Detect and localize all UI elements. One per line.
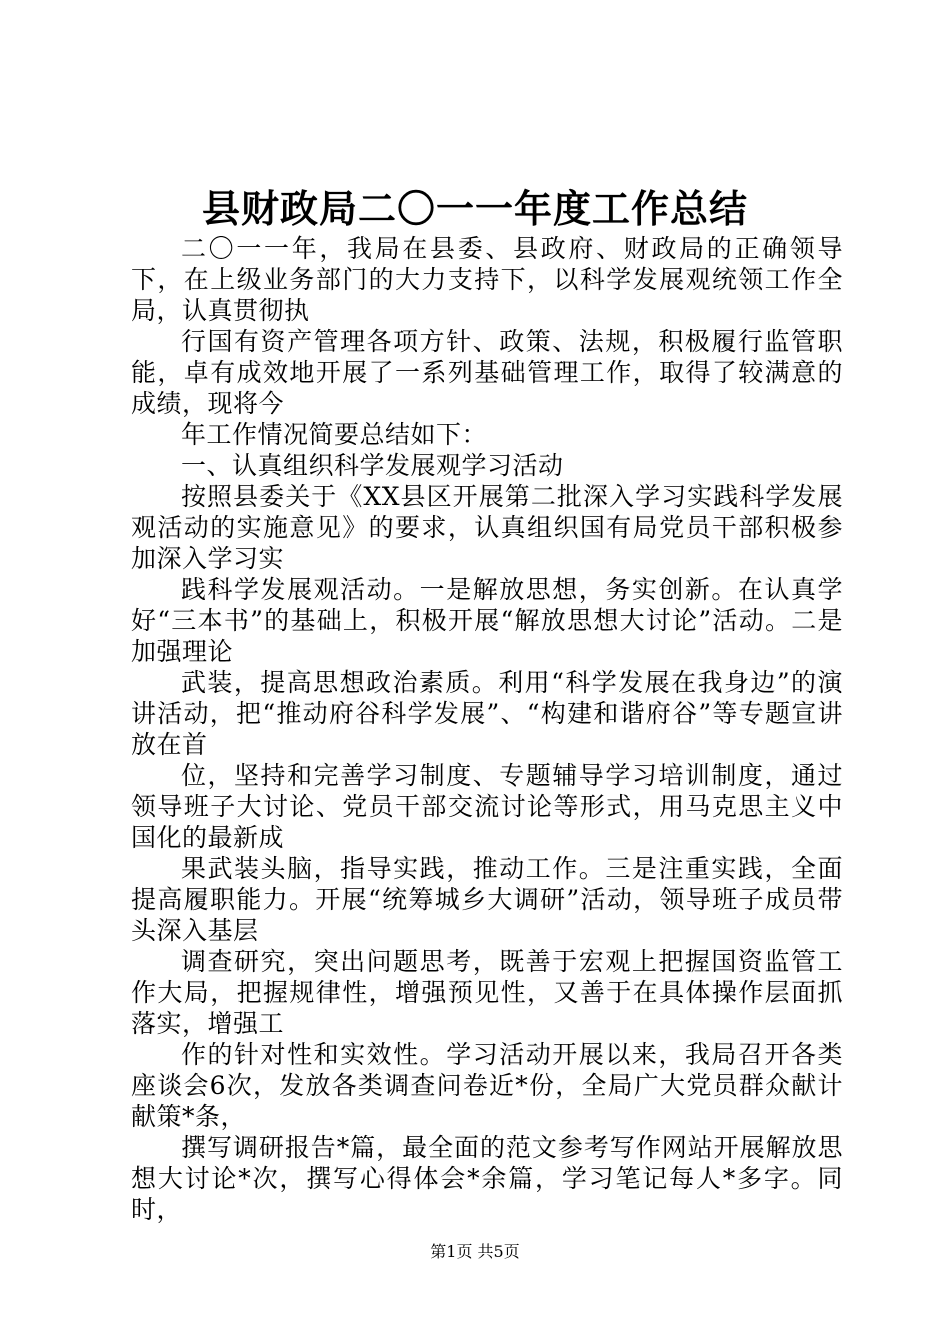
page-number-footer: 第1页 共5页: [430, 1242, 520, 1261]
paragraph: 按照县委关于《XX县区开展第二批深入学习实践科学发展观活动的实施意见》的要求，认真组织国有局党员干部积极参加深入学习实: [131, 482, 843, 573]
paragraph: 年工作情况简要总结如下：: [181, 420, 488, 449]
paragraph: 武装，提高思想政治素质。利用“科学发展在我身边”的演讲活动，把“推动府谷科学发展”、“构建和谐府谷”等专题宣讲放在首: [131, 668, 843, 759]
paragraph: 果武装头脑，指导实践，推动工作。三是注重实践，全面提高履职能力。开展“统筹城乡大调研”活动，领导班子成员带头深入基层: [131, 854, 843, 945]
paragraph: 二〇一一年，我局在县委、县政府、财政局的正确领导下，在上级业务部门的大力支持下，以科学发展观统领工作全局，认真贯彻执: [131, 234, 843, 325]
document-body: [131, 233, 843, 1225]
paragraph: 作的针对性和实效性。学习活动开展以来，我局召开各类座谈会6次，发放各类调查问卷近*份，全局广大党员群众献计献策*条，: [131, 1040, 843, 1131]
document-title: 县财政局二〇一一年度工作总结: [201, 186, 748, 231]
paragraph: 践科学发展观活动。一是解放思想，务实创新。在认真学好“三本书”的基础上，积极开展“解放思想大讨论”活动。二是加强理论: [131, 575, 843, 666]
paragraph: 位，坚持和完善学习制度、专题辅导学习培训制度，通过领导班子大讨论、党员干部交流讨论等形式，用马克思主义中国化的最新成: [131, 761, 843, 852]
paragraph: 撰写调研报告*篇，最全面的范文参考写作网站开展解放思想大讨论*次，撰写心得体会*余篇，学习笔记每人*多字。同时，: [131, 1133, 843, 1224]
paragraph: 行国有资产管理各项方针、政策、法规，积极履行监管职能，卓有成效地开展了一系列基础管理工作，取得了较满意的成绩，现将今: [131, 327, 843, 418]
paragraph: 调查研究，突出问题思考，既善于宏观上把握国资监管工作大局，把握规律性，增强预见性，又善于在具体操作层面抓落实，增强工: [131, 947, 843, 1038]
section-heading: 一、认真组织科学发展观学习活动: [181, 451, 564, 480]
